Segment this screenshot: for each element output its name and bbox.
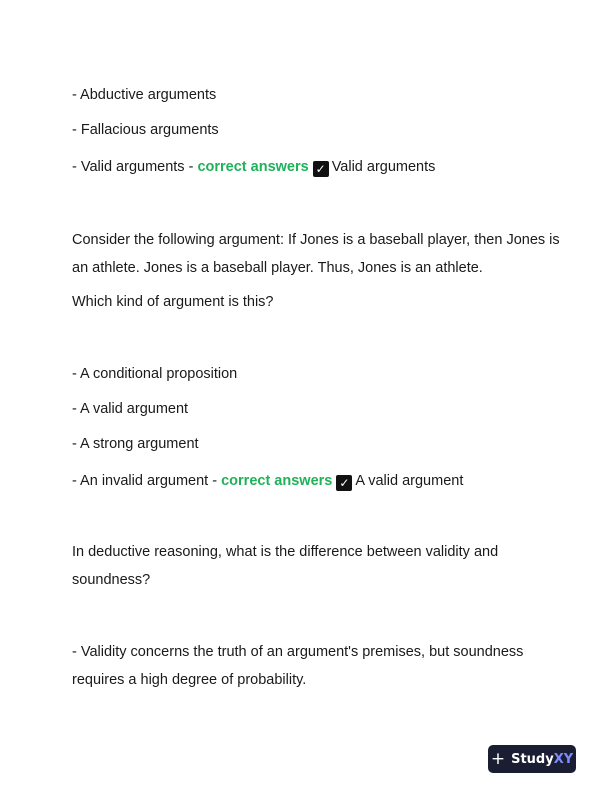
option-validity: - Validity concerns the truth of an argument's premises, but soundness bbox=[72, 644, 524, 660]
question-line: Which kind of argument is this? bbox=[72, 294, 274, 310]
brand-name-a: Study bbox=[511, 751, 554, 767]
question-line: Consider the following argument: If Jones is a baseball player, then Jones is bbox=[72, 232, 560, 248]
option-validity-cont: requires a high degree of probability. bbox=[72, 672, 307, 688]
option-strong: - A strong argument bbox=[72, 436, 199, 452]
correct-answers-label: correct answers bbox=[221, 473, 333, 489]
correct-answers-label: correct answers bbox=[197, 159, 309, 175]
option-valid: - A valid argument bbox=[72, 401, 189, 417]
answer-text: Valid arguments bbox=[331, 159, 436, 175]
option-text: - Valid arguments - bbox=[72, 159, 198, 175]
checkmark-icon: ✓ bbox=[336, 475, 352, 491]
studyxy-badge[interactable] bbox=[488, 745, 576, 773]
option-invalid-answer bbox=[72, 472, 463, 491]
checkmark-icon: ✓ bbox=[313, 161, 329, 177]
question-line: In deductive reasoning, what is the difference between validity and bbox=[72, 544, 499, 560]
brand-name bbox=[511, 752, 573, 767]
question-line: soundness? bbox=[72, 572, 151, 588]
option-valid-answer bbox=[72, 158, 435, 177]
option-text: - An invalid argument - bbox=[72, 473, 222, 489]
plus-icon: + bbox=[490, 748, 506, 769]
option-abductive: - Abductive arguments bbox=[72, 87, 217, 103]
answer-text: A valid argument bbox=[355, 473, 464, 489]
option-conditional: - A conditional proposition bbox=[72, 366, 238, 382]
question-line: an athlete. Jones is a baseball player. Thus, Jones is an athlete. bbox=[72, 260, 483, 276]
brand-name-b: XY bbox=[553, 751, 574, 767]
option-fallacious: - Fallacious arguments bbox=[72, 122, 219, 138]
